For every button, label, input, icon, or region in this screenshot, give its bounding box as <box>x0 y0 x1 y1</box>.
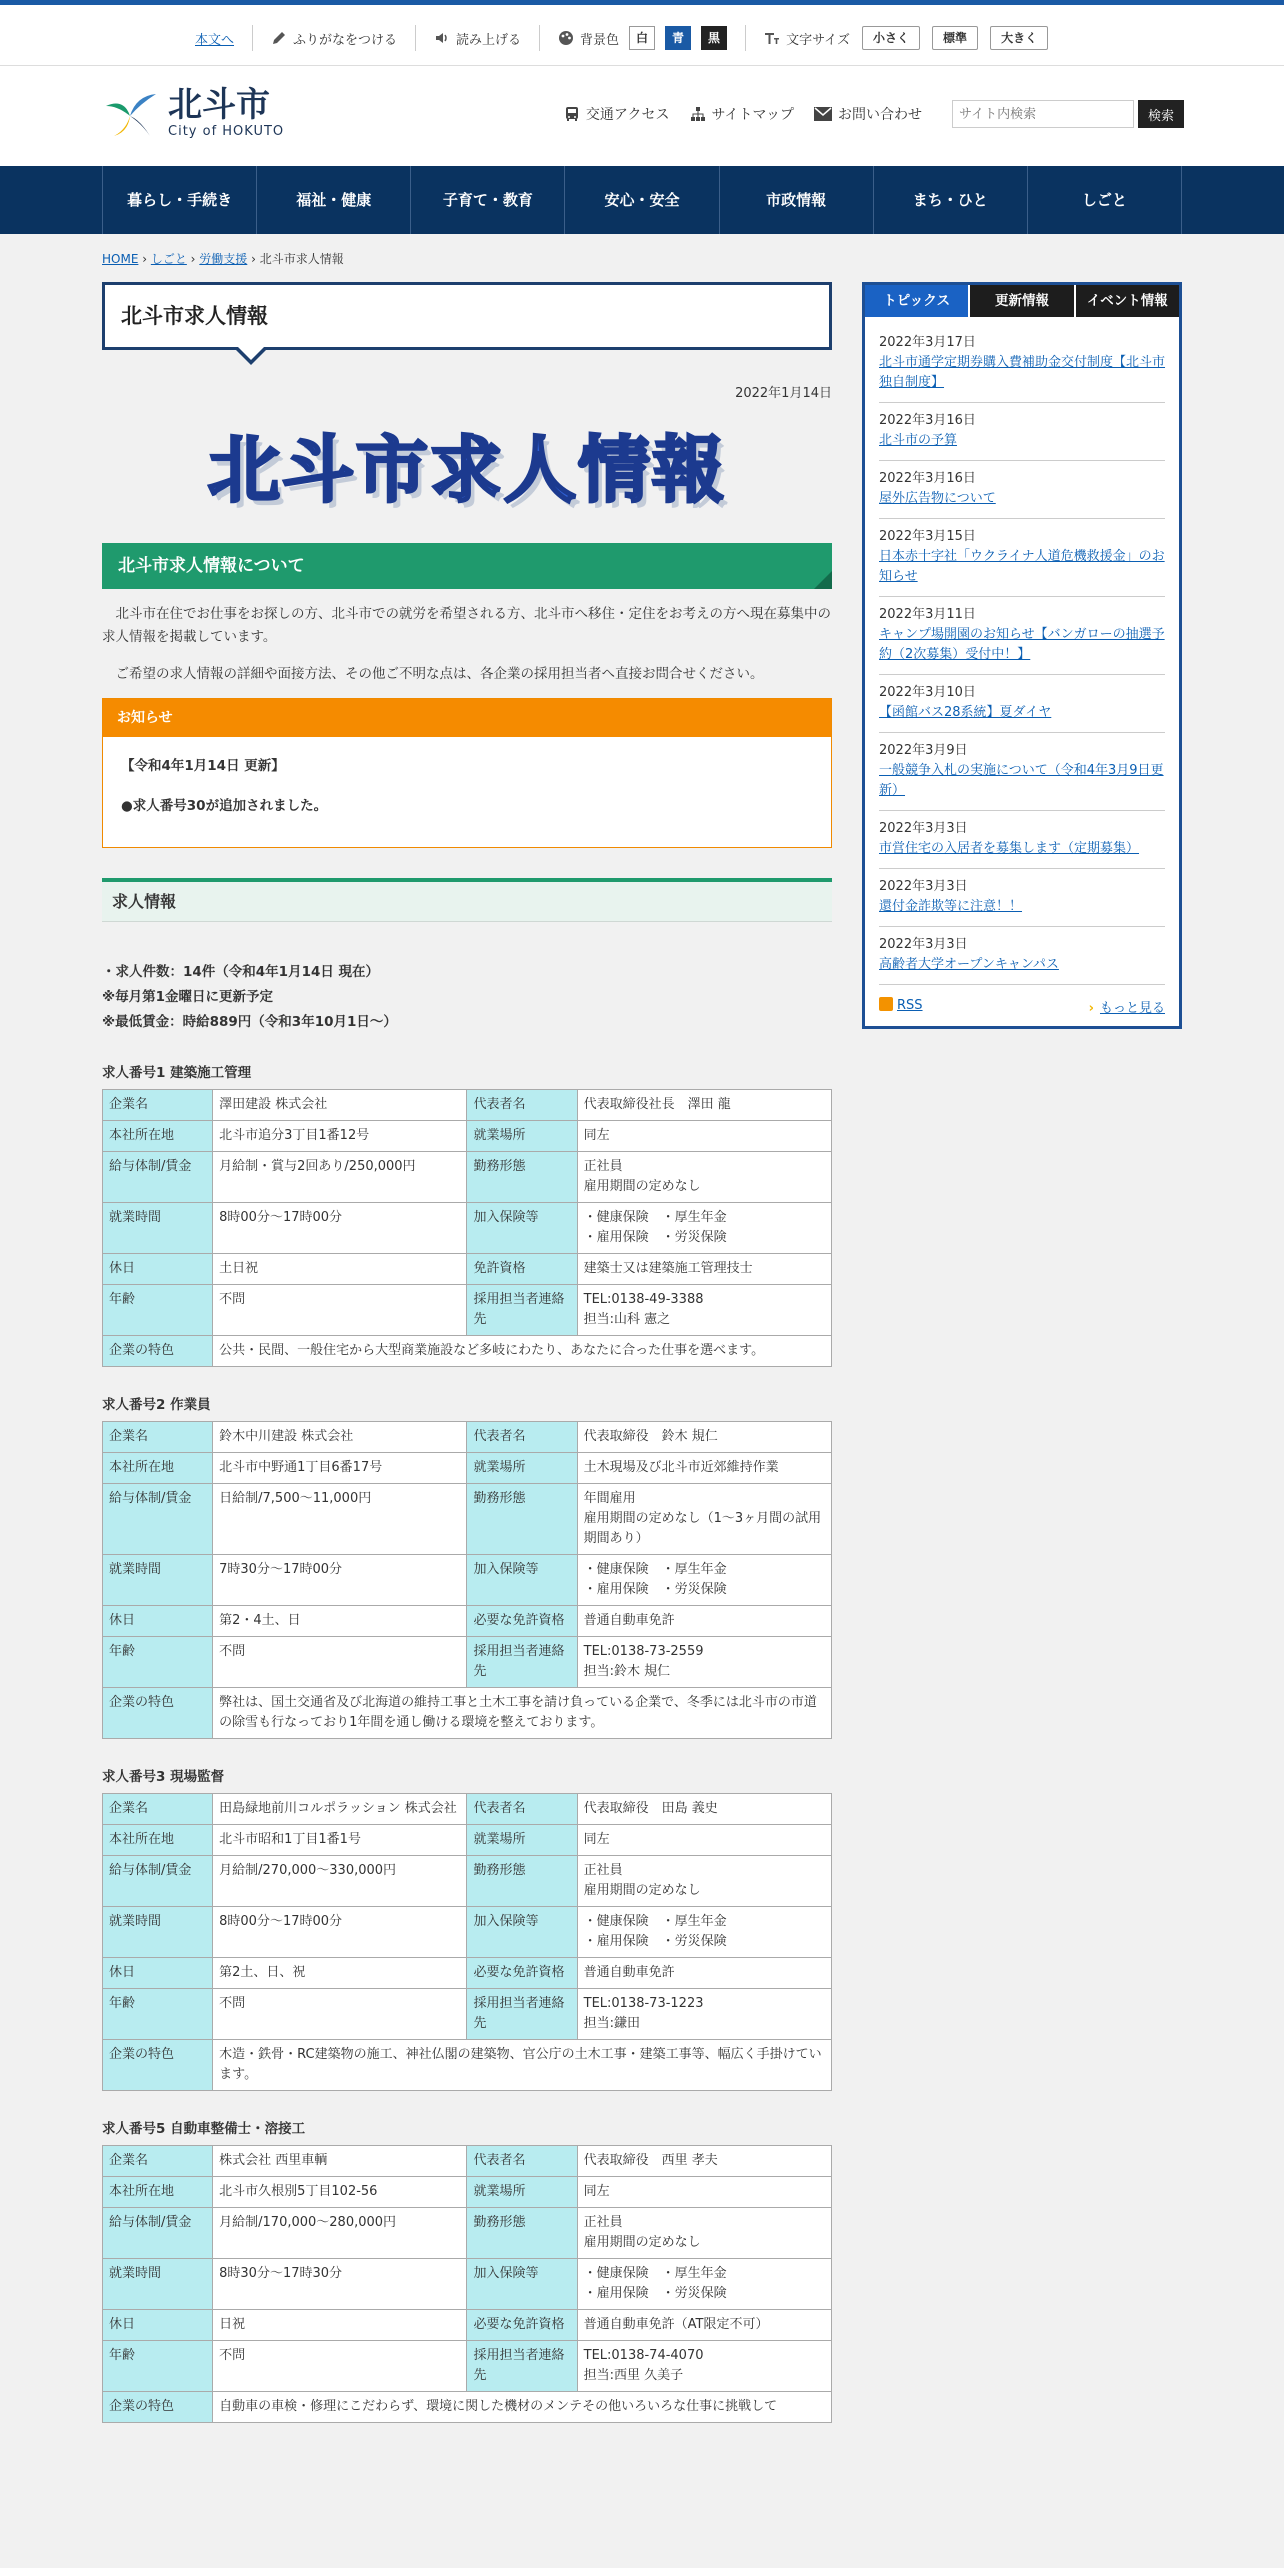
furigana-button[interactable] <box>271 29 397 48</box>
field-label: 就業時間 <box>103 1555 213 1606</box>
table-row <box>103 1336 832 1367</box>
field-value: 代表取締役社長 澤田 龍 <box>577 1090 831 1121</box>
furigana-label: ふりがなをつける <box>293 32 398 48</box>
table-row <box>103 1856 832 1907</box>
field-value: 普通自動車免許 <box>577 1606 831 1637</box>
field-label: 本社所在地 <box>103 1453 213 1484</box>
field-label: 企業名 <box>103 2146 213 2177</box>
table-row <box>103 2146 832 2177</box>
sitemap-label: サイトマップ <box>711 107 794 123</box>
field-label: 企業名 <box>103 1090 213 1121</box>
bgcolor-group <box>558 26 727 50</box>
update-schedule: ※毎月第1金曜日に更新予定 <box>102 989 274 1005</box>
site-search <box>952 100 1184 128</box>
table-row <box>103 1152 832 1203</box>
tab-updates[interactable]: 更新情報 <box>968 285 1073 317</box>
field-value: 第2土、日、祝 <box>213 1958 467 1989</box>
minimum-wage: ※最低賃金：時給889円（令和3年10月1日～） <box>102 1014 397 1030</box>
rss-link[interactable] <box>879 997 923 1016</box>
field-value: 8時00分～17時00分 <box>213 1203 467 1254</box>
field-value: TEL:0138-74-4070 担当:西里 久美子 <box>577 2341 831 2392</box>
list-item <box>879 869 1165 927</box>
field-label: 企業の特色 <box>103 1336 213 1367</box>
field-label: 代表者名 <box>467 2146 577 2177</box>
job-table <box>102 1421 832 1739</box>
table-row <box>103 1907 832 1958</box>
bg-black-button[interactable]: 黒 <box>701 26 727 50</box>
field-label: 代表者名 <box>467 1794 577 1825</box>
table-row <box>103 2208 832 2259</box>
field-label: 休日 <box>103 1958 213 1989</box>
table-row <box>103 1555 832 1606</box>
news-list <box>865 317 1179 985</box>
field-label: 勤務形態 <box>467 1484 577 1555</box>
list-item <box>879 403 1165 461</box>
field-value: 8時30分～17時30分 <box>213 2259 467 2310</box>
field-label: 休日 <box>103 2310 213 2341</box>
table-row <box>103 2341 832 2392</box>
field-value: 不問 <box>213 2341 467 2392</box>
field-value: TEL:0138-73-2559 担当:鈴木 規仁 <box>577 1637 831 1688</box>
breadcrumb-work[interactable]: しごと <box>150 252 187 266</box>
news-link[interactable]: 日本赤十字社「ウクライナ人道危機救援金」のお知らせ <box>879 549 1165 584</box>
news-date: 2022年3月9日 <box>879 743 968 758</box>
read-aloud-label: 読み上げる <box>456 32 522 48</box>
field-label: 必要な免許資格 <box>467 1606 577 1637</box>
field-label: 就業時間 <box>103 1203 213 1254</box>
field-value: TEL:0138-49-3388 担当:山科 憲之 <box>577 1285 831 1336</box>
field-value: 同左 <box>577 1121 831 1152</box>
field-value: 株式会社 西里車輌 <box>213 2146 467 2177</box>
field-label: 加入保険等 <box>467 1555 577 1606</box>
news-date: 2022年3月17日 <box>879 335 976 350</box>
list-item <box>879 733 1165 811</box>
field-value: ・健康保険 ・厚生年金 ・雇用保険 ・労災保険 <box>577 1203 831 1254</box>
job-heading: 求人番号5 自動車整備士・溶接工 <box>102 2121 306 2137</box>
gnav-item-town[interactable]: まち・ひと <box>874 166 1028 234</box>
news-link[interactable]: 高齢者大学オープンキャンパス <box>879 957 1059 972</box>
banner-image: 北斗市求人情報 <box>207 428 726 512</box>
field-label: 代表者名 <box>467 1090 577 1121</box>
field-label: 就業時間 <box>103 1907 213 1958</box>
field-label: 加入保険等 <box>467 1203 577 1254</box>
skip-to-content-link[interactable]: 本文へ <box>195 32 235 48</box>
gnav-item-work[interactable]: しごと <box>1028 166 1182 234</box>
field-label: 本社所在地 <box>103 1121 213 1152</box>
field-value: 建築士又は建築施工管理技士 <box>577 1254 831 1285</box>
gnav-item-childcare[interactable]: 子育て・教育 <box>411 166 565 234</box>
chevron-right-icon: › <box>1088 1001 1094 1016</box>
gnav-item-cityinfo[interactable]: 市政情報 <box>720 166 874 234</box>
news-link[interactable]: 屋外広告物について <box>879 491 996 506</box>
field-label: 年齢 <box>103 1637 213 1688</box>
field-label: 就業場所 <box>467 1453 577 1484</box>
job-heading: 求人番号1 建築施工管理 <box>102 1065 252 1081</box>
field-label: 就業場所 <box>467 1121 577 1152</box>
font-standard-button[interactable]: 標準 <box>932 26 978 50</box>
list-item <box>879 461 1165 519</box>
field-value: 代表取締役 西里 孝夫 <box>577 2146 831 2177</box>
field-value: 年間雇用 雇用期間の定めなし（1～3ヶ月間の試用期間あり） <box>577 1484 831 1555</box>
notice-update: 【令和4年1月14日 更新】 <box>121 758 285 774</box>
field-value: 7時30分～17時00分 <box>213 1555 467 1606</box>
field-label: 必要な免許資格 <box>467 2310 577 2341</box>
field-value: 正社員 雇用期間の定めなし <box>577 1152 831 1203</box>
field-value: 8時00分～17時00分 <box>213 1907 467 1958</box>
field-label: 就業場所 <box>467 2177 577 2208</box>
company-feature: 公共・民間、一般住宅から大型商業施設など多岐にわたり、あなたに合った仕事を選べます。 <box>213 1336 832 1367</box>
logo-name: 北斗市 <box>168 84 270 125</box>
list-item <box>879 811 1165 869</box>
job-count: ・求人件数：14件（令和4年1月14日 現在） <box>102 964 380 980</box>
field-value: 不問 <box>213 1989 467 2040</box>
news-link[interactable]: 還付金詐欺等に注意！！ <box>879 899 1023 914</box>
field-value: 正社員 雇用期間の定めなし <box>577 2208 831 2259</box>
access-link[interactable] <box>564 104 670 124</box>
field-value: 日給制/7,500～11,000円 <box>213 1484 467 1555</box>
field-label: 給与体制/賃金 <box>103 1152 213 1203</box>
more-label[interactable]: もっと見る <box>1099 1001 1165 1016</box>
topics-sidebar <box>862 282 1182 1029</box>
tab-events[interactable]: イベント情報 <box>1074 285 1179 317</box>
field-label: 年齢 <box>103 2341 213 2392</box>
field-value: 不問 <box>213 1637 467 1688</box>
text-size-icon <box>764 30 780 46</box>
field-label: 年齢 <box>103 1989 213 2040</box>
logo-sub: City of HOKUTO <box>168 123 285 139</box>
jobs-heading: 求人情報 <box>102 878 832 922</box>
intro-paragraph-2: ご希望の求人情報の詳細や面接方法、その他ご不明な点は、各企業の採用担当者へ直接お問合せください。 <box>115 666 764 682</box>
field-label: 就業場所 <box>467 1825 577 1856</box>
field-label: 給与体制/賃金 <box>103 1484 213 1555</box>
job-table <box>102 1793 832 2091</box>
field-label: 勤務形態 <box>467 1152 577 1203</box>
news-link[interactable]: キャンプ場開園のお知らせ【バンガローの抽選予約（2次募集）受付中！】 <box>879 627 1165 662</box>
contact-link[interactable] <box>814 104 922 124</box>
bgcolor-label: 背景色 <box>580 32 620 48</box>
field-value: 不問 <box>213 1285 467 1336</box>
field-value: 鈴木中川建設 株式会社 <box>213 1422 467 1453</box>
contact-label: お問い合わせ <box>837 107 922 123</box>
mail-icon <box>814 107 832 121</box>
field-label: 代表者名 <box>467 1422 577 1453</box>
page-title: 北斗市求人情報 <box>121 304 268 328</box>
breadcrumb-current: 北斗市求人情報 <box>259 252 344 266</box>
breadcrumb: HOME › しごと › 労働支援 › 北斗市求人情報 <box>102 252 344 266</box>
news-date: 2022年3月16日 <box>879 471 976 486</box>
field-value: 普通自動車免許（AT限定不可） <box>577 2310 831 2341</box>
field-label: 休日 <box>103 1606 213 1637</box>
field-value: 代表取締役 田島 義史 <box>577 1794 831 1825</box>
table-row <box>103 1484 832 1555</box>
news-link[interactable]: 北斗市通学定期券購入費補助金交付制度【北斗市独自制度】 <box>879 355 1166 390</box>
news-date: 2022年3月11日 <box>879 607 976 622</box>
site-logo[interactable] <box>100 84 284 140</box>
read-aloud-button[interactable] <box>434 29 521 48</box>
rss-label[interactable]: RSS <box>897 998 923 1013</box>
field-value: 田島緑地前川コルポラッション 株式会社 <box>213 1794 467 1825</box>
field-value: 第2・4土、日 <box>213 1606 467 1637</box>
news-date: 2022年3月16日 <box>879 413 976 428</box>
field-label: 就業時間 <box>103 2259 213 2310</box>
field-value: ・健康保険 ・厚生年金 ・雇用保険 ・労災保険 <box>577 1555 831 1606</box>
field-value: 北斗市昭和1丁目1番1号 <box>213 1825 467 1856</box>
table-row <box>103 1989 832 2040</box>
job-table <box>102 1089 832 1367</box>
table-row <box>103 1825 832 1856</box>
field-value: 月給制・賞与2回あり/250,000円 <box>213 1152 467 1203</box>
news-date: 2022年3月3日 <box>879 821 968 836</box>
access-label: 交通アクセス <box>585 107 670 123</box>
list-item <box>879 519 1165 597</box>
sitemap-link[interactable] <box>690 104 794 124</box>
bg-white-button[interactable]: 白 <box>629 26 655 50</box>
field-label: 給与体制/賃金 <box>103 2208 213 2259</box>
speaker-icon <box>434 30 450 46</box>
news-link[interactable]: 北斗市の予算 <box>879 433 958 448</box>
global-nav <box>0 166 1284 234</box>
field-label: 必要な免許資格 <box>467 1958 577 1989</box>
field-label: 企業の特色 <box>103 2392 213 2423</box>
gnav-item-living[interactable]: 暮らし・手続き <box>103 166 257 234</box>
news-date: 2022年3月3日 <box>879 937 968 952</box>
field-label: 企業名 <box>103 1422 213 1453</box>
bg-blue-button[interactable]: 青 <box>665 26 691 50</box>
table-row <box>103 1090 832 1121</box>
field-label: 企業の特色 <box>103 2040 213 2091</box>
more-link[interactable] <box>1089 997 1165 1016</box>
field-label: 勤務形態 <box>467 1856 577 1907</box>
job-heading: 求人番号3 現場監督 <box>102 1769 225 1785</box>
news-date: 2022年3月10日 <box>879 685 976 700</box>
table-row <box>103 1794 832 1825</box>
table-row <box>103 2177 832 2208</box>
field-label: 休日 <box>103 1254 213 1285</box>
page-date: 2022年1月14日 <box>735 386 832 401</box>
search-button[interactable]: 検索 <box>1138 100 1184 128</box>
list-item <box>879 597 1165 675</box>
field-label: 採用担当者連絡先 <box>467 1637 577 1688</box>
hokuto-logo-mark-icon <box>100 84 160 140</box>
field-value: 日祝 <box>213 2310 467 2341</box>
field-label: 企業の特色 <box>103 1688 213 1739</box>
gnav-item-safety[interactable]: 安心・安全 <box>565 166 719 234</box>
table-row <box>103 2310 832 2341</box>
main-content <box>102 282 832 2423</box>
field-value: 北斗市久根別5丁目102-56 <box>213 2177 467 2208</box>
rss-icon <box>879 997 893 1011</box>
company-feature: 木造・鉄骨・RC建築物の施工、神社仏閣の建築物、官公庁の土木工事・建築工事等、幅広く手掛けています。 <box>213 2040 832 2091</box>
news-date: 2022年3月15日 <box>879 529 976 544</box>
gnav-item-welfare[interactable]: 福祉・健康 <box>257 166 411 234</box>
page-title-box <box>102 282 832 350</box>
table-row <box>103 1121 832 1152</box>
table-row <box>103 1958 832 1989</box>
field-label: 企業名 <box>103 1794 213 1825</box>
notice-message: ●求人番号30が追加されました。 <box>121 798 328 814</box>
list-item <box>879 927 1165 985</box>
job-table <box>102 2145 832 2423</box>
news-date: 2022年3月3日 <box>879 879 968 894</box>
field-label: 年齢 <box>103 1285 213 1336</box>
breadcrumb-labor[interactable]: 労働支援 <box>199 252 248 266</box>
utility-bar <box>0 0 1284 66</box>
company-feature: 自動車の車検・修理にこだわらず、環境に関した機材のメンテその他いろいろな仕事に挑戦して <box>213 2392 832 2423</box>
field-value: TEL:0138-73-1223 担当:鎌田 <box>577 1989 831 2040</box>
field-value: ・健康保険 ・厚生年金 ・雇用保険 ・労災保険 <box>577 2259 831 2310</box>
field-value: 普通自動車免許 <box>577 1958 831 1989</box>
list-item <box>879 675 1165 733</box>
table-row <box>103 1688 832 1739</box>
news-link[interactable]: 【函館バス28系統】夏ダイヤ <box>879 705 1052 720</box>
field-value: 土日祝 <box>213 1254 467 1285</box>
intro-paragraph-1: 北斗市在住でお仕事をお探しの方、北斗市での就労を希望される方、北斗市へ移住・定住をお考えの方へ現在募集中の求人情報を掲載しています。 <box>102 606 831 645</box>
job-heading: 求人番号2 作業員 <box>102 1397 211 1413</box>
table-row <box>103 2259 832 2310</box>
fontsize-group <box>764 26 1048 50</box>
field-label: 採用担当者連絡先 <box>467 2341 577 2392</box>
field-label: 加入保険等 <box>467 2259 577 2310</box>
news-link[interactable]: 市営住宅の入居者を募集します（定期募集） <box>879 841 1140 856</box>
table-row <box>103 1254 832 1285</box>
field-label: 勤務形態 <box>467 2208 577 2259</box>
table-row <box>103 1203 832 1254</box>
field-value: 同左 <box>577 2177 831 2208</box>
list-item <box>879 325 1165 403</box>
news-link[interactable]: 一般競争入札の実施について（令和4年3月9日更新） <box>879 763 1164 798</box>
field-label: 加入保険等 <box>467 1907 577 1958</box>
field-value: 北斗市追分3丁目1番12号 <box>213 1121 467 1152</box>
table-row <box>103 1422 832 1453</box>
field-value: 同左 <box>577 1825 831 1856</box>
tab-topics[interactable]: トピックス <box>865 285 968 317</box>
field-label: 採用担当者連絡先 <box>467 1989 577 2040</box>
field-label: 本社所在地 <box>103 1825 213 1856</box>
table-row <box>103 1453 832 1484</box>
jobs-summary <box>102 960 832 1035</box>
field-value: ・健康保険 ・厚生年金 ・雇用保険 ・労災保険 <box>577 1907 831 1958</box>
notice-heading: お知らせ <box>103 699 831 737</box>
table-row <box>103 1606 832 1637</box>
about-heading: 北斗市求人情報について <box>102 543 832 589</box>
fontsize-label: 文字サイズ <box>786 32 851 48</box>
notice-box <box>102 698 832 848</box>
field-value: 月給制/170,000～280,000円 <box>213 2208 467 2259</box>
sidebar-footer <box>865 985 1179 1026</box>
bus-icon <box>564 106 580 122</box>
field-value: 正社員 雇用期間の定めなし <box>577 1856 831 1907</box>
field-label: 本社所在地 <box>103 2177 213 2208</box>
sitemap-icon <box>690 106 706 122</box>
sidebar-tabs <box>865 285 1179 317</box>
site-header <box>0 66 1284 166</box>
table-row <box>103 2392 832 2423</box>
palette-icon <box>558 30 574 46</box>
field-label: 免許資格 <box>467 1254 577 1285</box>
field-value: 北斗市中野通1丁目6番17号 <box>213 1453 467 1484</box>
job-listings <box>102 1061 832 2423</box>
field-label: 採用担当者連絡先 <box>467 1285 577 1336</box>
search-input[interactable] <box>952 100 1134 128</box>
field-label: 給与体制/賃金 <box>103 1856 213 1907</box>
field-value: 澤田建設 株式会社 <box>213 1090 467 1121</box>
table-row <box>103 1637 832 1688</box>
field-value: 土木現場及び北斗市近郊維持作業 <box>577 1453 831 1484</box>
pencil-icon <box>271 30 287 46</box>
font-large-button[interactable]: 大きく <box>990 26 1048 50</box>
font-small-button[interactable]: 小さく <box>862 26 920 50</box>
breadcrumb-home[interactable]: HOME <box>102 252 139 266</box>
table-row <box>103 2040 832 2091</box>
field-value: 月給制/270,000～330,000円 <box>213 1856 467 1907</box>
company-feature: 弊社は、国土交通省及び北海道の維持工事と土木工事を請け負っている企業で、冬季には北斗市の市道の除雪も行なっており1年間を通し働ける環境を整えております。 <box>213 1688 832 1739</box>
field-value: 代表取締役 鈴木 規仁 <box>577 1422 831 1453</box>
table-row <box>103 1285 832 1336</box>
